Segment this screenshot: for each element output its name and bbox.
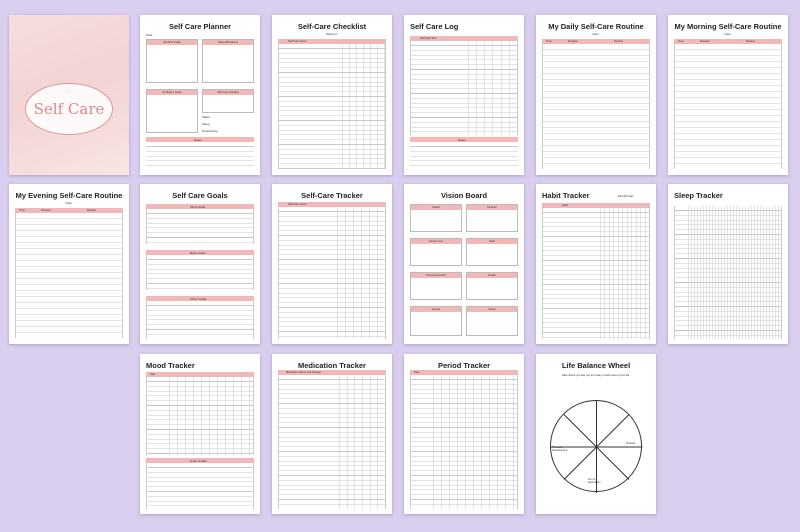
body-goals-box [146,89,198,133]
page-medication-tracker[interactable] [272,354,392,514]
leisure-box [410,306,462,336]
activities-box [202,89,254,113]
cover-page[interactable] [9,15,129,175]
table-columns [686,206,782,339]
page-habit-tracker[interactable] [536,184,656,344]
page-title: Self-Care Checklist [297,22,367,31]
finance-box [466,204,518,232]
page-title: Self-Care Tracker [301,191,363,200]
label: Productivity: [202,129,219,133]
label: Duration [568,40,578,43]
label: Habit [562,204,569,207]
cover-oval [25,83,113,135]
label: Body Goals [190,251,206,255]
table-columns [332,370,386,509]
mind-goals-box [146,39,198,83]
label: Routine [614,40,623,43]
page-checklist[interactable] [272,15,392,175]
label: Self Care Action [288,203,307,206]
family-box [410,238,462,266]
label: Routine [87,209,96,212]
box-header: Home [467,307,517,312]
page-planner[interactable] [140,15,260,175]
label: Sleep: [202,122,211,126]
box-header: Personal Growth [411,273,461,278]
page-title: My Morning Self-Care Routine [674,22,782,31]
label: Date: [146,33,154,37]
goal-lines [146,255,254,290]
page-title: Habit Tracker [542,191,590,200]
table-rows [542,44,650,169]
box-header: Family Love [411,239,461,244]
career-box [410,204,462,232]
label: Time [19,209,25,212]
page-sleep-tracker[interactable] [668,184,788,344]
page-title: Sleep Tracker [674,191,723,200]
page-title: My Daily Self-Care Routine [548,22,644,31]
page-title: Period Tracker [437,361,491,370]
page-title: Vision Board [440,191,488,200]
box-header: My Mind Goals [147,40,197,45]
label: Finance [626,442,636,445]
box-header: Health [467,273,517,278]
notes-lines [146,142,254,170]
table-columns [336,44,386,169]
health-box [466,272,518,300]
label: Month/Year: [618,194,635,198]
growth-box [410,272,462,300]
table-rows [674,44,782,169]
label: Duration [700,40,710,43]
label: Date [150,373,156,376]
label: Color Codes [190,459,207,463]
spirit-box [466,238,518,266]
page-life-balance-wheel[interactable] [536,354,656,514]
table-columns [162,372,254,455]
page-daily-routine[interactable] [536,15,656,175]
page-mood-tracker[interactable] [140,354,260,514]
box-header: Finance [467,205,517,210]
page-title: Self Care Planner [168,22,232,31]
page-title: Medication Tracker [298,361,366,370]
label: Water: [202,115,211,119]
page-log[interactable] [404,15,524,175]
label: Fun & Recreation [588,478,601,484]
page-morning-routine[interactable] [668,15,788,175]
subtitle: Week of: [326,32,338,36]
box-header: My Body's Goals [147,90,197,95]
page-goals[interactable] [140,184,260,344]
box-header: Self Care Activities [203,90,253,95]
label: Notes [194,138,202,142]
label: Time [546,40,552,43]
subtitle: Date: [65,201,73,205]
box-header: Career [411,205,461,210]
table-columns [596,203,650,339]
legend-lines [146,463,254,509]
label: Personal Development [552,446,568,452]
label: Self Care Action [288,40,307,43]
table-columns [426,370,518,509]
page-evening-routine[interactable] [9,184,129,344]
label: Mind Goals [190,205,206,209]
table-rows [15,213,123,338]
box-header: Spirit [467,239,517,244]
label: Date [414,371,420,374]
cover-title: Self Care [33,100,105,118]
notes-lines [410,142,518,170]
table-columns [460,36,518,135]
page-title: Self Care Goals [172,191,228,200]
box-header: Leisure [411,307,461,312]
page-period-tracker[interactable] [404,354,524,514]
home-box [466,306,518,336]
label: Other Goals [190,297,207,301]
box-header: Daily Affirmations [203,40,253,45]
affirmations-box [202,39,254,83]
label: Notes [458,138,466,142]
subtitle: Date: [724,32,732,36]
page-title: Life Balance Wheel [561,361,631,370]
subtitle: Date: [592,32,600,36]
wheel-intro: Rate where you feel you are today in each area of your life. [562,374,630,377]
page-title: My Evening Self-Care Routine [15,191,123,200]
label: Duration [41,209,51,212]
table-columns [330,202,386,339]
label: Medication Name and Dosage [286,371,321,374]
page-vision-board[interactable] [404,184,524,344]
page-title: Mood Tracker [146,361,195,370]
page-title: Self Care Log [410,22,459,31]
page-tracker[interactable] [272,184,392,344]
goal-lines [146,209,254,244]
label: Time [678,40,684,43]
label: Self Care Tool [420,37,437,40]
goal-lines [146,301,254,339]
label: Routine [746,40,755,43]
